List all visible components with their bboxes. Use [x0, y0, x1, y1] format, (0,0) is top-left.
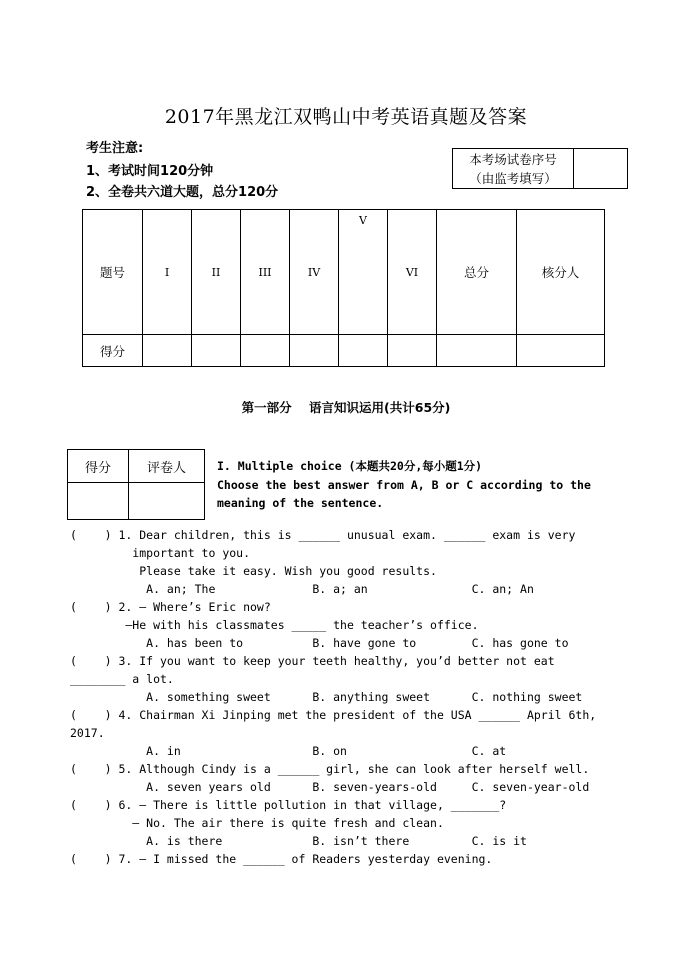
score-header-4: IV	[290, 210, 339, 335]
score-cell[interactable]	[339, 335, 388, 367]
seat-label-line-1: 本考场试卷序号	[469, 151, 557, 167]
notice-line-1: 1、考试时间120分钟	[86, 164, 214, 179]
score-header-item: 题号	[83, 210, 143, 335]
question-line: ( ) 3. If you want to keep your teeth healthy, you’d better not eat	[70, 654, 555, 668]
question-line: — No. The air there is quite fresh and clean.	[70, 816, 444, 830]
question-line: A. in B. on C. at	[70, 744, 507, 758]
score-header-3: III	[241, 210, 290, 335]
question-line: A. something sweet B. anything sweet C. nothing sweet	[70, 690, 583, 704]
question-line: A. seven years old B. seven-years-old C. seven-year-old	[70, 780, 590, 794]
score-cell[interactable]	[192, 335, 241, 367]
question-line: ( ) 5. Although Cindy is a ______ girl, she can look after herself well.	[70, 762, 590, 776]
question-line: —He with his classmates _____ the teacher’s office.	[70, 618, 479, 632]
score-header-2: II	[192, 210, 241, 335]
question-line: A. is there B. isn’t there C. is it	[70, 834, 527, 848]
seat-number-field[interactable]	[574, 149, 628, 189]
score-cell[interactable]	[517, 335, 605, 367]
question-line: Please take it easy. Wish you good results.	[70, 564, 437, 578]
seat-number-label	[453, 149, 574, 189]
score-cell[interactable]	[437, 335, 517, 367]
seat-number-box	[452, 148, 628, 189]
score-cell[interactable]	[388, 335, 437, 367]
question-line: ( ) 1. Dear children, this is ______ unusual exam. ______ exam is very	[70, 528, 576, 542]
question-list	[70, 526, 596, 868]
section-instruction-2: meaning of the sentence.	[217, 496, 384, 510]
score-header-1: I	[143, 210, 192, 335]
section-title: I. Multiple choice (本题共20分,每小题1分)	[217, 459, 483, 473]
question-line: ( ) 4. Chairman Xi Jinping met the president of the USA ______ April 6th,	[70, 708, 597, 722]
question-line: ________ a lot.	[70, 672, 174, 686]
question-line: ( ) 7. — I missed the ______ of Readers yesterday evening.	[70, 852, 493, 866]
score-header-5: V	[339, 210, 388, 335]
section-instruction-1: Choose the best answer from A, B or C according to the	[217, 478, 591, 492]
score-cell[interactable]	[290, 335, 339, 367]
score-header-total: 总分	[437, 210, 517, 335]
score-cell[interactable]	[241, 335, 290, 367]
grader-score-label: 得分	[68, 450, 129, 483]
question-line: 2017.	[70, 726, 105, 740]
score-row-label: 得分	[83, 335, 143, 367]
notice-line-2: 2、全卷共六道大题，总分120分	[86, 185, 279, 200]
grader-score-field[interactable]	[68, 483, 129, 520]
score-cell[interactable]	[143, 335, 192, 367]
grader-table	[67, 449, 205, 520]
grader-name-label: 评卷人	[129, 450, 205, 483]
page-title: 2017年黑龙江双鸭山中考英语真题及答案	[164, 106, 528, 128]
score-header-checker: 核分人	[517, 210, 605, 335]
question-line: A. has been to B. have gone to C. has gone to	[70, 636, 569, 650]
score-header-6: VI	[388, 210, 437, 335]
question-line: ( ) 2. — Where’s Eric now?	[70, 600, 271, 614]
grader-name-field[interactable]	[129, 483, 205, 520]
question-line: important to you.	[70, 546, 251, 560]
part-title: 第一部分 语言知识运用(共计65分)	[241, 400, 451, 415]
question-line: ( ) 6. — There is little pollution in that village, _______?	[70, 798, 507, 812]
score-table	[82, 209, 605, 367]
question-line: A. an; The B. a; an C. an; An	[70, 582, 534, 596]
seat-label-line-2: （由监考填写）	[469, 170, 557, 186]
notice-heading: 考生注意:	[86, 141, 144, 156]
